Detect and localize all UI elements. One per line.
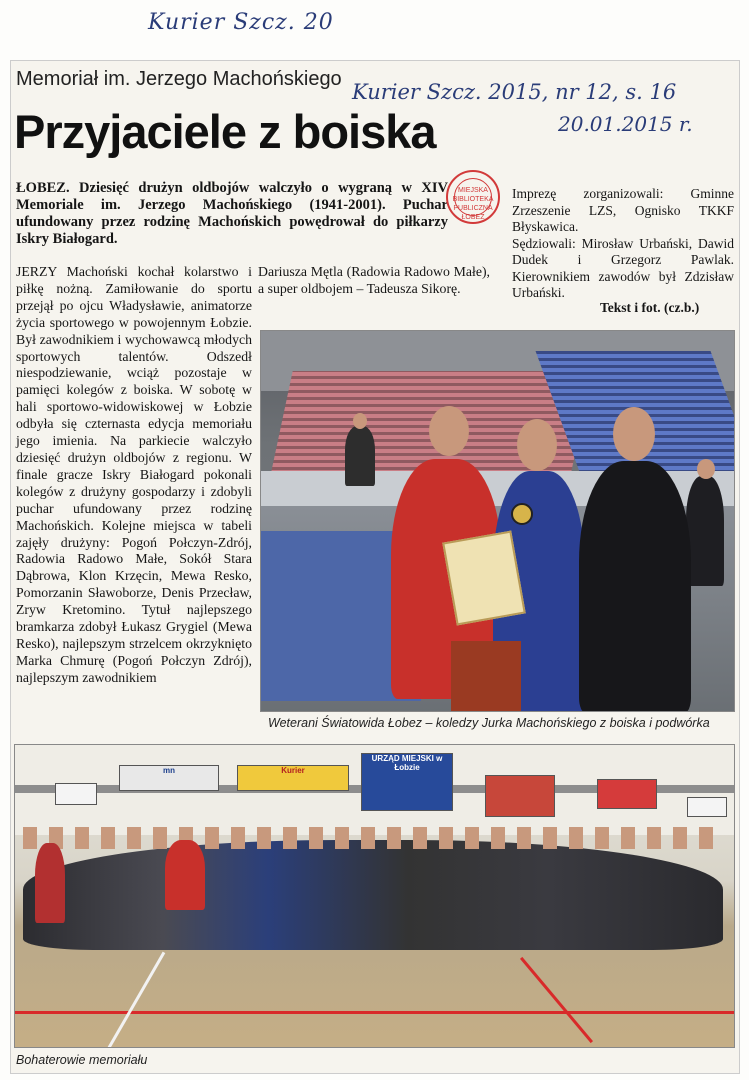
spectator [345,426,375,486]
banner-mn-text: mn [163,766,175,775]
man-blue-tracksuit-head [517,419,557,471]
bystander [686,476,724,586]
team-photo [14,744,735,1048]
player-left-red [35,843,65,923]
veterans-photo [260,330,735,712]
stamp-text: MIEJSKA BIBLIOTEKA PUBLICZNA ŁOBEZ [452,187,494,221]
banner-right [687,797,727,817]
banner-mn [119,765,219,791]
bystander-head [697,459,715,479]
spectator-head [353,413,367,429]
article-lead: ŁOBEZ. Dziesięć drużyn oldbojów walczyło o wygraną w XIV Memoriale im. Jerzego Machońskiego (1941-2001). Puchar ufundowany przez rodzinę Machońskich powędrował do piłkarzy Iskry Białogard. [16,180,448,247]
banner-red [597,779,657,809]
man-red-jacket-head [429,406,469,456]
court-line-red [15,1011,735,1014]
referees-text: Sędziowali: Mirosław Urbański, Dawid Dudek i Grzegorz Pawlak. Kierownikiem zawodów był Zdzisław Urbański. [512,235,734,300]
team-crowd [23,840,723,950]
article-kicker: Memoriał im. Jerzego Machońskiego [16,68,342,90]
gift-bag [451,641,521,712]
article-headline: Przyjaciele z boiska [14,105,436,158]
banner-urzad-text: URZĄD MIEJSKI w Łobzie [371,754,443,772]
banner-kurier-text: Kurier [281,766,305,775]
organizers-text: Imprezę zorganizowali: Gminne Zrzeszenie LZS, Ognisko TKKF Błyskawica. [512,186,734,234]
court-line-diagonal [520,957,593,1043]
court-line-white [108,952,166,1048]
handwritten-citation: Kurier Szcz. 2015, nr 12, s. 16 [352,80,677,104]
banner-urzad [361,753,453,811]
banner-left [55,783,97,805]
organizers-box [512,186,734,302]
banner-kurier [237,765,349,791]
handwritten-date: 20.01.2015 r. [558,112,693,136]
diploma [442,531,526,626]
trophy-ball [511,503,533,525]
veterans-photo-caption: Weterani Światowida Łobez – koledzy Jurka Machońskiego z boiska i podwórka [268,716,710,730]
article-column-2: Dariusza Mętla (Radowia Radowo Małe), a super oldbojem – Tadeusza Sikorę. [258,264,490,296]
team-photo-caption: Bohaterowie memoriału [16,1053,148,1067]
article-column-1: JERZY Machoński kochał kolarstwo i piłkę nożną. Zamiłowanie do sportu przejął po ojcu Władysławie, animatorze życia sportowego w powojennym Łobzie. Był zawodnikiem i wychowawcą młodych sportowych talentów. Odszedł niespodziewanie, wciąż pozostaje w pamięci kolegów z boiska. W sobotę w hali sportowo-widowiskowej w Łobzie odbyła się czternasta edycja memoriału jego imienia. Na parkiecie walczyło dziesięć drużyn oldbojów z regionu. W finale gracze Iskry Białogard pokonali kolegów z drużyny gospodarzy i zdobyli puchar ufundowany przez rodzinę Machońskich. Kolejne miejsca w tabeli zajęły drużyny: Pogoń Połczyn-Zdrój, Radowia Radowo Małe, Sokół Stara Dąbrowa, Klon Krzęcin, Mewa Resko, Pomorzanin Sławoborze, Denis Przecław, Zryw Kretomino. Tytuł najlepszego bramkarza zdobył Łukasz Grygiel (Mewa Resko), najlepszym strzelcem okrzyknięto Marka Chmurę (Pogoń Połczyn Zdrój), najlepszym zawodnikiem [16,264,252,685]
library-stamp [446,170,500,224]
photo-credit: Tekst i fot. (cz.b.) [600,300,700,315]
man-black-sweater-head [613,407,655,461]
crowd-faces [23,827,723,849]
handwritten-source-note: Kurier Szcz. 20 [148,10,334,35]
player-red [165,840,205,910]
man-black-sweater [579,461,691,712]
banner-sponsor [485,775,555,817]
stamp-ring [454,178,492,216]
